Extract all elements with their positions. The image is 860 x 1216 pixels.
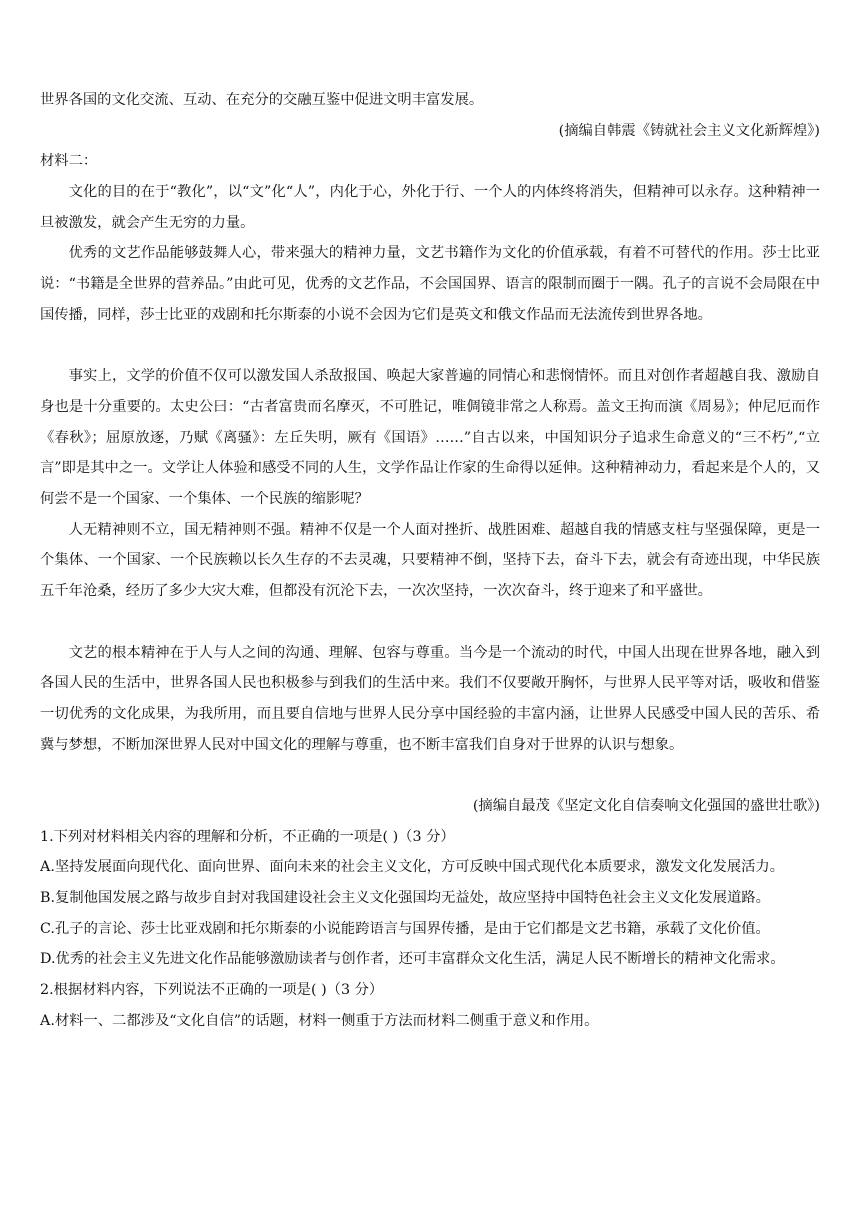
lead-line: 世界各国的文化交流、互动、在充分的交融互鉴中促进文明丰富发展。 [40, 92, 484, 108]
source-citation-1: (摘编自韩震《铸就社会主义文化新辉煌》) [558, 122, 820, 139]
question-1-option-c: C.孔子的言论、莎士比亚戏剧和托尔斯泰的小说能跨语言与国界传播，是由于它们都是文艺书籍，承载了文化价值。 [40, 920, 770, 937]
paragraph-3: 事实上，文学的价值不仅可以激发国人杀敌报国、唤起大家普遍的同情心和悲悯情怀。而且对创作者超越自我、激励自身也是十分重要的。太史公曰：“古者富贵而名摩灭，不可胜记，唯倜镜非常之人称焉。盖文王拘而演《周易》；仲尼厄而作《春秋》；屈原放逐，乃赋《离骚》：左丘失明，厥有《国语》……”自古以来，中国知识分子追求生命意义的“三不朽”,“立言”即是其中之一。文学让人体验和感受不同的人生，文学作品让作家的生命得以延伸。这种精神动力，看起来是个人的，又何尝不是一个国家、一个集体、一个民族的缩影呢？ [40, 368, 820, 508]
paragraph-2: 优秀的文艺作品能够鼓舞人心，带来强大的精神力量，文艺书籍作为文化的价值承载，有着不可替代的作用。莎士比亚说：“书籍是全世界的营养品。”由此可见，优秀的文艺作品，不会国国界、语言的限制而圈于一隅。孔子的言说不会局限在中国传播，同样，莎士比亚的戏剧和托尔斯泰的小说不会因为它们是英文和俄文作品而无法流传到世界各地。 [40, 245, 820, 323]
paragraph-4: 人无精神则不立，国无精神则不强。精神不仅是一个人面对挫折、战胜困难、超越自我的情感支柱与坚强保障，更是一个集体、一个国家、一个民族赖以长久生存的不去灵魂，只要精神不倒，坚持下去，奋斗下去，就会有奇迹出现，中华民族五千年沧桑，经历了多少大灾大难，但都没有沉沦下去，一次次坚持，一次次奋斗，终于迎来了和平盛世。 [40, 521, 820, 600]
question-1-stem: 1.下列对材料相关内容的理解和分析，不正确的一项是( )（3 分） [40, 828, 455, 845]
document-page [40, 85, 820, 1037]
material-2-heading: 材料二： [40, 153, 98, 170]
question-1-option-d: D.优秀的社会主义先进文化作品能够激励读者与创作者，还可丰富群众文化生活，满足人民不断增长的精神文化需求。 [40, 951, 785, 968]
question-1-option-b: B.复制他国发展之路与故步自封对我国建设社会主义文化强国均无益处，故应坚持中国特色社会主义文化发展道路。 [40, 890, 770, 907]
question-1-option-a: A.坚持发展面向现代化、面向世界、面向未来的社会主义文化，方可反映中国式现代化本质要求，激发文化发展活力。 [40, 859, 785, 876]
paragraph-5: 文艺的根本精神在于人与人之间的沟通、理解、包容与尊重。当今是一个流动的时代，中国人出现在世界各地，融入到各国人民的生活中，世界各国人民也积极参与到我们的生活中来。我们不仅要敞开胸怀，与世界人民平等对话，吸收和借鉴一切优秀的文化成果，为我所用，而且要自信地与世界人民分享中国经验的丰富内涵，让世界人民感受中国人民的苦乐、希冀与梦想，不断加深世界人民对中国文化的理解与尊重，也不断丰富我们自身对于世界的认识与想象。 [40, 644, 820, 753]
paragraph-1: 文化的目的在于“教化”，以“文”化“人”，内化于心，外化于行、一个人的内体终将消失，但精神可以永存。这种精神一旦被激发，就会产生无穷的力量。 [40, 184, 820, 231]
source-citation-2: (摘编自最茂《坚定文化自信奏响文化强国的盛世壮歌》) [472, 798, 820, 815]
question-2-option-a: A.材料一、二都涉及“文化自信”的话题，材料一侧重于方法而材料二侧重于意义和作用。 [40, 1012, 599, 1029]
question-2-stem: 2.根据材料内容，下列说法不正确的一项是( )（3 分） [40, 982, 384, 999]
